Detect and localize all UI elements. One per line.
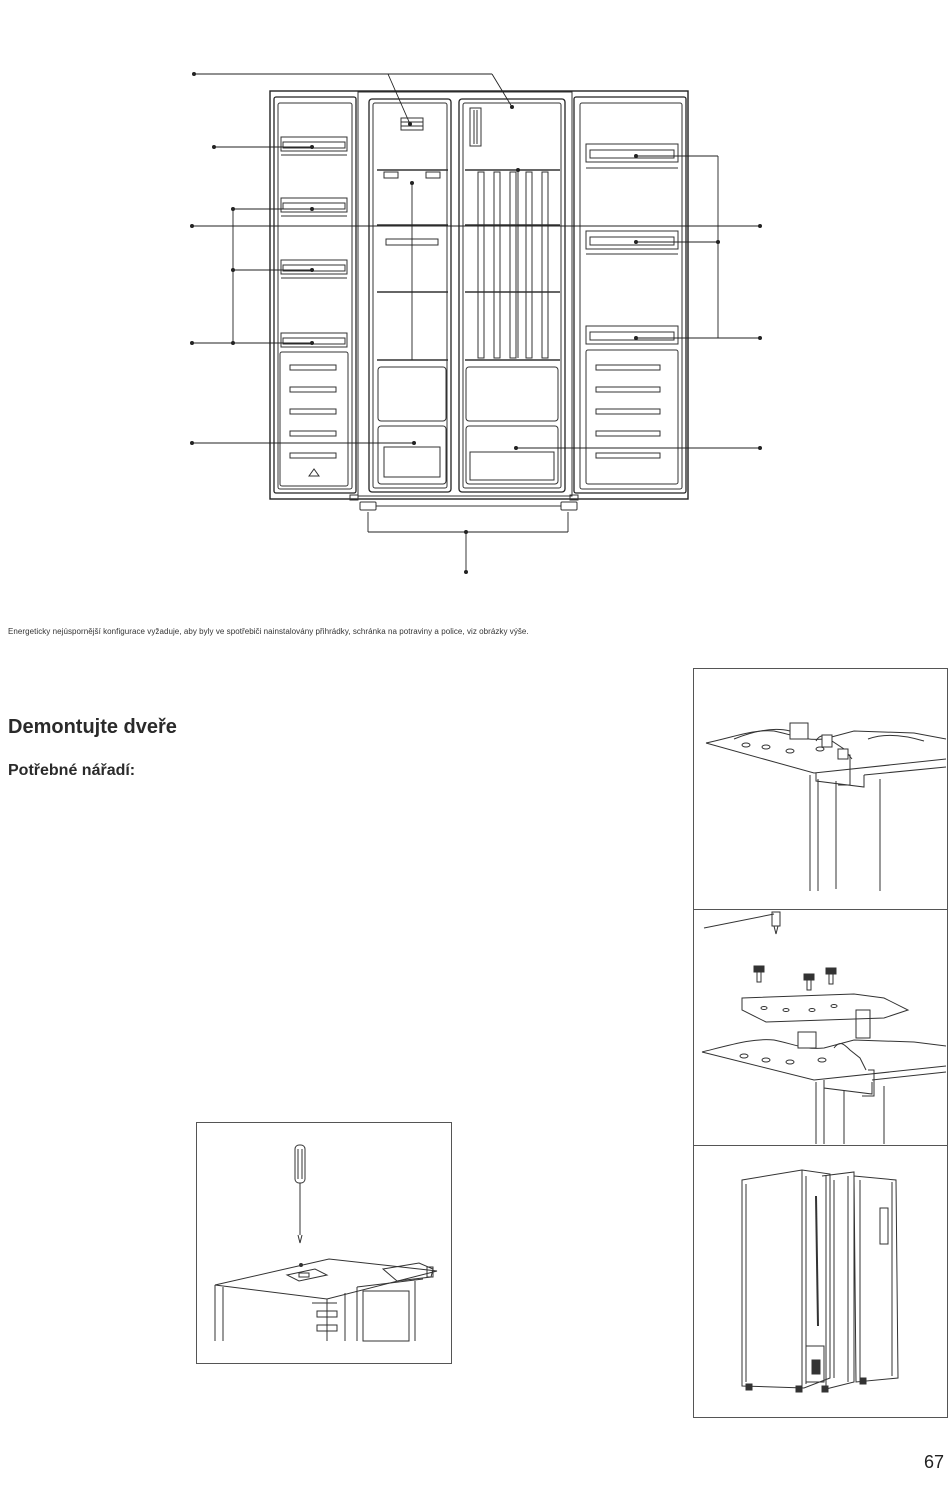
hinge-cover-figure (693, 668, 948, 911)
left-door-dispenser (280, 352, 348, 486)
right-door (570, 97, 686, 500)
fresh-food-compartment (459, 99, 565, 492)
section-heading: Demontujte dveře (8, 716, 177, 738)
door-lift-off-figure (693, 1145, 948, 1418)
left-door-bins (281, 137, 347, 347)
fridge-interior-diagram (0, 0, 950, 600)
energy-note: Energeticky nejúspornější konfigurace vyžaduje, aby byly ve spotřebiči nainstalovány přihrádky, schránka na potraviny a police, viz obrázky výše. (8, 627, 529, 636)
page-number: 67 (923, 1452, 944, 1472)
callout-lines (192, 74, 760, 572)
hinge-removal-figure (693, 909, 948, 1147)
freezer-compartment (369, 99, 451, 492)
left-door (274, 97, 358, 500)
screwdriver-illustration (196, 1122, 452, 1364)
tools-heading: Potřebné nářadí: (8, 762, 136, 779)
